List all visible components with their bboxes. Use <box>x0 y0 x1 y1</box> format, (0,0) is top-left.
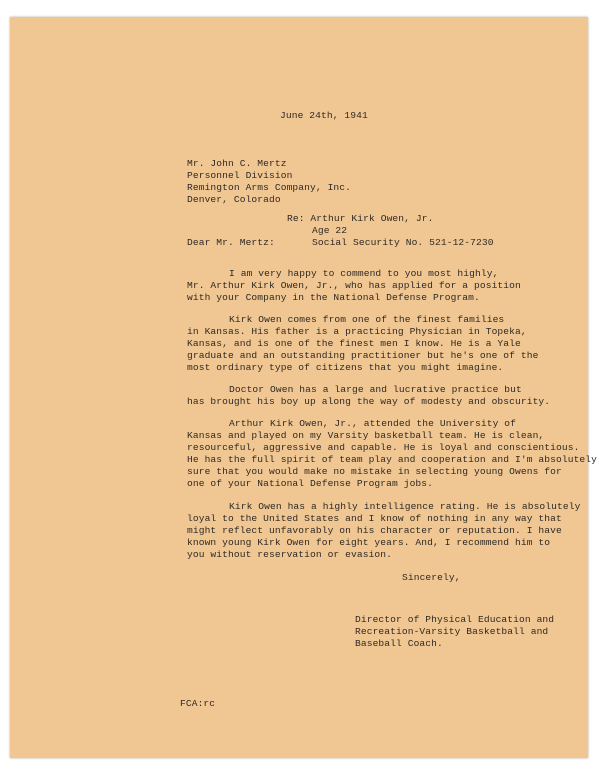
body-line: Kansas, and is one of the finest men I know. He is a Yale <box>187 338 521 349</box>
reference-line: Age 22 <box>312 225 348 236</box>
recipient-line: Personnel Division <box>187 170 293 181</box>
body-line: I am very happy to commend to you most highly, <box>229 268 499 279</box>
letter-page <box>10 17 598 758</box>
recipient-line: Denver, Colorado <box>187 194 281 205</box>
body-line: with your Company in the National Defense Program. <box>187 292 480 303</box>
body-line: Doctor Owen has a large and lucrative practice but <box>229 384 522 395</box>
body-line: known young Kirk Owen for eight years. And, I recommend him to <box>187 537 551 548</box>
body-line: most ordinary type of citizens that you might imagine. <box>187 362 504 373</box>
body-line: might reflect unfavorably on his character or reputation. I have <box>187 525 562 536</box>
body-line: has brought his boy up along the way of modesty and obscurity. <box>187 396 551 407</box>
letter-date: June 24th, 1941 <box>280 110 368 121</box>
signature-line: Recreation-Varsity Basketball and <box>355 626 549 637</box>
body-line: Kirk Owen has a highly intelligence rating. He is absolutely <box>229 501 581 512</box>
signature-line: Baseball Coach. <box>355 638 443 649</box>
signature-line: Director of Physical Education and <box>355 614 555 625</box>
body-line: one of your National Defense Program jobs. <box>187 478 434 489</box>
recipient-line: Mr. John C. Mertz <box>187 158 287 169</box>
body-line: you without reservation or evasion. <box>187 549 393 560</box>
body-line: in Kansas. His father is a practicing Physician in Topeka, <box>187 326 527 337</box>
body-line: sure that you would make no mistake in selecting young Owens for <box>187 466 562 477</box>
reference-line: Re: Arthur Kirk Owen, Jr. <box>287 213 434 224</box>
salutation: Dear Mr. Mertz: <box>187 237 275 248</box>
body-line: loyal to the United States and I know of nothing in any way that <box>187 513 562 524</box>
body-line: Mr. Arthur Kirk Owen, Jr., who has applied for a position <box>187 280 521 291</box>
body-line: resourceful, aggressive and capable. He is loyal and conscientious. <box>187 442 580 453</box>
typist-initials: FCA:rc <box>180 698 216 709</box>
body-line: Kirk Owen comes from one of the finest families <box>229 314 505 325</box>
body-line: graduate and an outstanding practitioner but he's one of the <box>187 350 539 361</box>
reference-line: Social Security No. 521-12-7230 <box>312 237 494 248</box>
body-line: Kansas and played on my Varsity basketball team. He is clean, <box>187 430 545 441</box>
body-line: Arthur Kirk Owen, Jr., attended the University of <box>229 418 517 429</box>
closing: Sincerely, <box>402 572 461 583</box>
body-line: He has the full spirit of team play and cooperation and I'm absolutely <box>187 454 598 465</box>
recipient-line: Remington Arms Company, Inc. <box>187 182 352 193</box>
